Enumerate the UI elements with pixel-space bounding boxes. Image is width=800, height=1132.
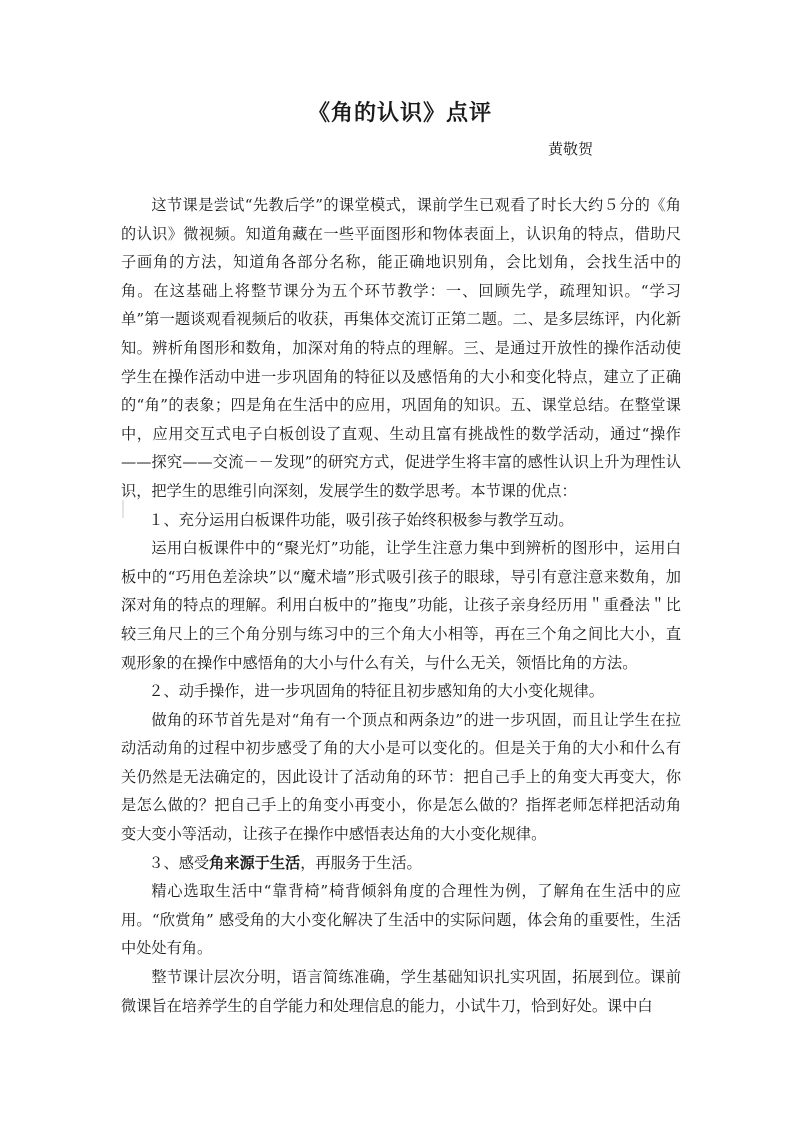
author-name: 黄敬贺 [548,140,594,158]
point-1-paragraph: 运用白板课件中的“聚光灯”功能，让学生注意力集中到辨析的图形中，运用白板中的“巧用色差涂块”以“魔术墙”形式吸引孩子的眼球，导引有意注意来数角，加深对角的特点的理解。利用白板中的”拖曳”功能，让孩子亲身经历用＂重叠法＂比较三角尺上的三个角分别与练习中的三个角大小相等，再在三个角之间比大小，直观形象的在操作中感悟角的大小与什么有关，与什么无关，领悟比角的方法。 [121,539,681,672]
point-2-heading: ２、动手操作，进一步巩固角的特征且初步感知角的大小变化规律。 [148,682,604,701]
point-3-heading-prefix: ３、感受 [148,853,210,872]
intro-paragraph: 这节课是尝试“先教后学”的课堂模式，课前学生已观看了时长大约５分的《角的认识》微视频。知道角藏在一些平面图形和物体表面上，认识角的特点，借助尺子画角的方法，知道角各部分名称，能正确地识别角，会比划角，会找生活中的角。在这基础上将整节课分为五个环节教学：一、回顾先学，疏理知识。“学习单”第一题谈观看视频后的收获，再集体交流订正第二题。二、是多层练评，内化新知。辨析角图形和数角，加深对角的特点的理解。三、是通过开放性的操作活动使学生在操作活动中进一步巩固角的特征以及感悟角的大小和变化特点，建立了正确的“角”的表象；四是角在生活中的应用，巩固角的知识。五、课堂总结。在整堂课中，应用交互式电子白板创设了直观、生动且富有挑战性的数学活动，通过“操作——探究——交流－－发现”的研究方式，促进学生将丰富的感性认识上升为理性认识，把学生的思维引向深刻，发展学生的数学思考。本节课的优点： [121,196,681,500]
point-2-paragraph: 做角的环节首先是对“角有一个顶点和两条边”的进一步巩固，而且让学生在拉动活动角的过程中初步感受了角的大小是可以变化的。但是关于角的大小和什么有关仍然是无法确定的，因此设计了活动角的环节：把自己手上的角变大再变大，你是怎么做的？把自己手上的角变小再变小，你是怎么做的？指挥老师怎样把活动角变大变小等活动，让孩子在操作中感悟表达角的大小变化规律。 [121,710,681,844]
summary-paragraph: 整节课计层次分明，语言简练准确，学生基础知识扎实巩固，拓展到位。课前微课旨在培养学生的自学能力和处理信息的能力，小试牛刀，恰到好处。课中白 [121,968,681,1015]
point-3-heading-suffix: ，再服务于生活。 [300,853,422,872]
point-3-paragraph: 精心选取生活中“靠背椅”椅背倾斜角度的合理性为例，了解角在生活中的应用。“欣赏角” 感受角的大小变化解决了生活中的实际问题，体会角的重要性，生活中处处有角。 [121,882,681,958]
point-3-heading-emphasis: 角来源于生活 [209,853,301,872]
point-3-heading [121,849,681,878]
document-body [121,191,681,1020]
point-1-heading: １、充分运用白板课件功能，吸引孩子始终积极参与教学互动。 [148,510,574,529]
page-title: 《角的认识》点评 [307,100,492,126]
